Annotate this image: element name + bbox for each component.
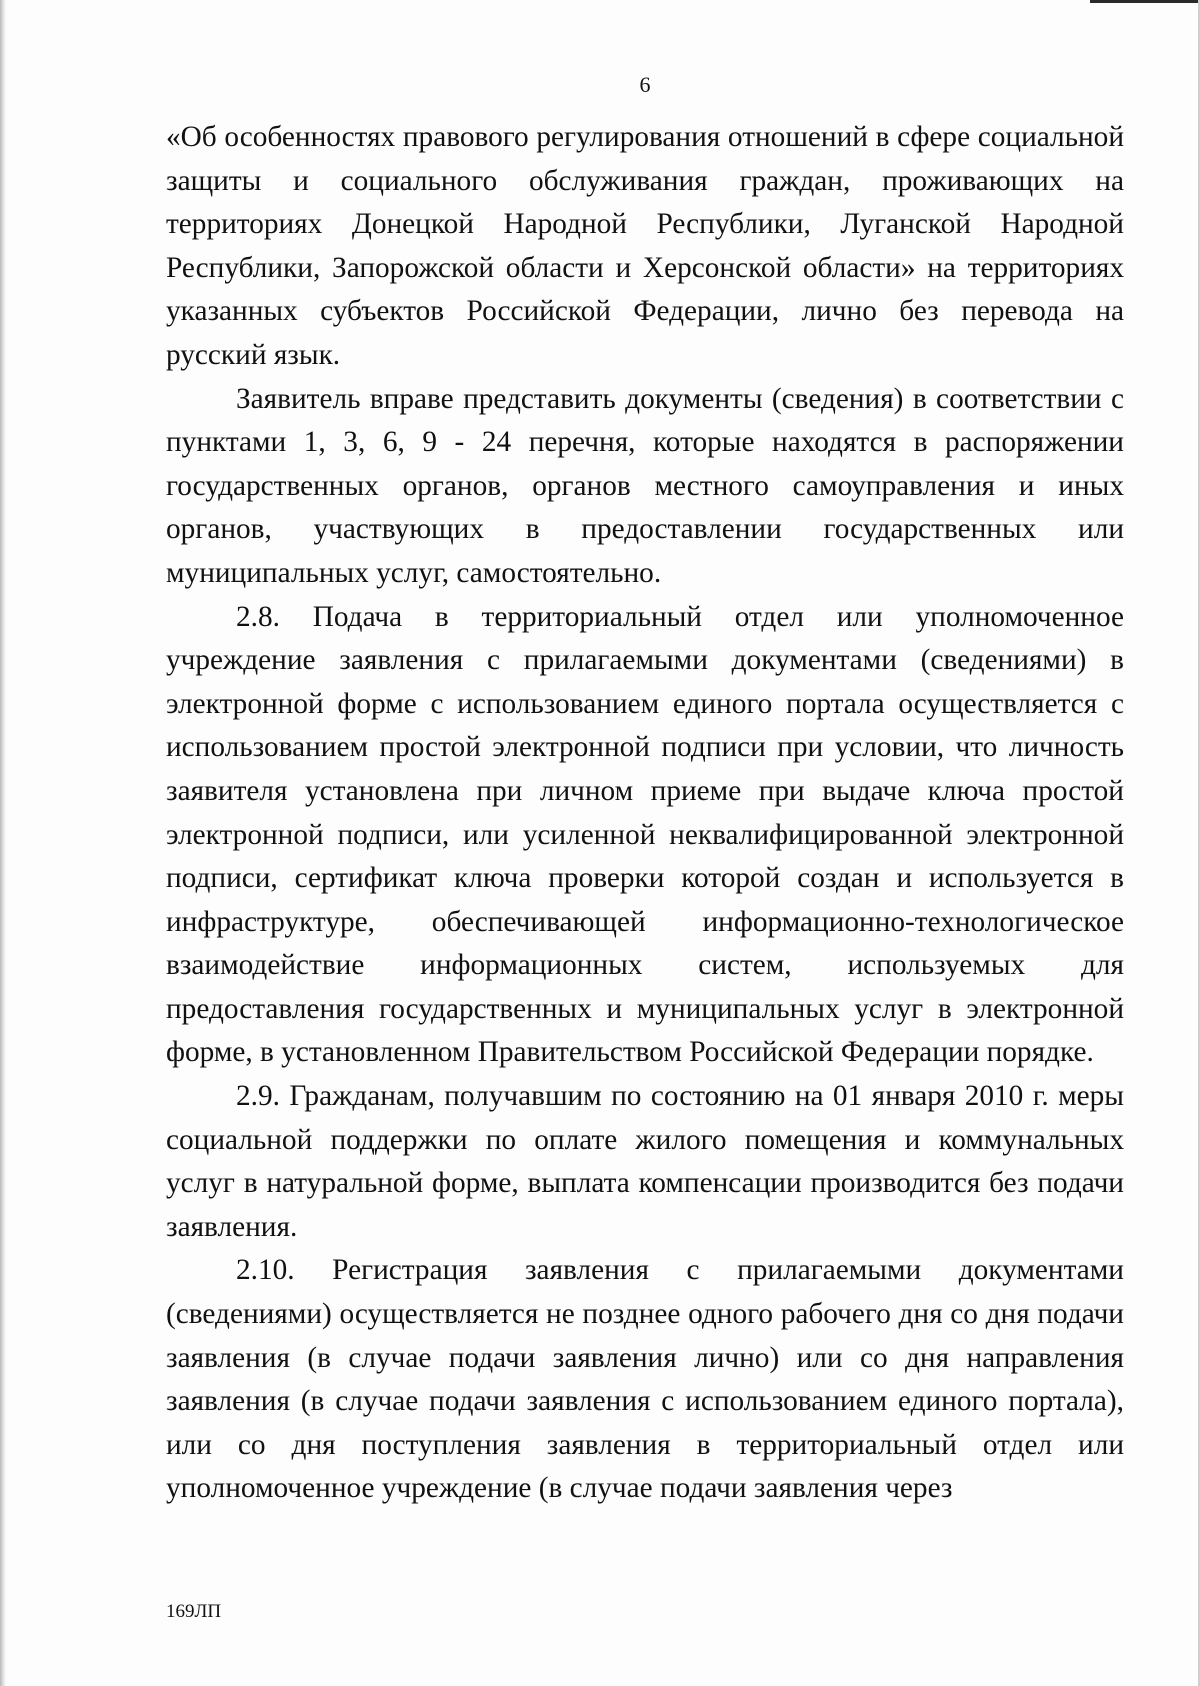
footer-document-code: 169ЛП xyxy=(166,1601,222,1622)
scan-edge-left xyxy=(0,0,6,1686)
page-number: 6 xyxy=(639,72,651,97)
scan-edge-top-right xyxy=(1090,0,1200,3)
paragraph-clause-2-10: 2.10. Регистрация заявления с прилагаемыми документами (сведениями) осуществляется не позднее одного рабочего дня со дня подачи заявления (в случае подачи заявления лично) или со дня направления заявления (в случае подачи заявления с использованием единого портала), или со дня поступления заявления в территориальный отдел или уполномоченное учреждение (в случае подачи заявления через xyxy=(166,1254,1124,1505)
paragraph-continuation: «Об особенностях правового регулирования отношений в сфере социальной защиты и социального обслуживания граждан, проживающих на территориях Донецкой Народной Республики, Луганской Народной Республики, Запорожской области и Херсонской области» на территориях указанных субъектов Российской Федерации, лично без перевода на русский язык. xyxy=(166,121,1124,371)
paragraph-clause-2-9: 2.9. Гражданам, получавшим по состоянию на 01 января 2010 г. меры социальной поддержки по оплате жилого помещения и коммунальных услуг в натуральной форме, выплата компенсации производится без подачи заявления. xyxy=(166,1080,1124,1243)
paragraph-applicant-right: Заявитель вправе представить документы (сведения) в соответствии с пунктами 1, 3, 6, 9 - 24 перечня, которые находятся в распоряжении государственных органов, органов местного самоуправления и иных органов, участвующих в предоставлении государственных или муниципальных услуг, самостоятельно. xyxy=(166,382,1124,589)
paragraph-clause-2-8: 2.8. Подача в территориальный отдел или уполномоченное учреждение заявления с прилагаемыми документами (сведениями) в электронной форме с использованием единого портала осуществляется с использованием простой электронной подписи при условии, что личность заявителя установлена при личном приеме при выдаче ключа простой электронной подписи, или усиленной неквалифицированной электронной подписи, сертификат ключа проверки которой создан и используется в инфраструктуре, обеспечивающей информационно-технологическое взаимодействие информационных систем, используемых для предоставления государственных и муниципальных услуг в электронной форме, в установленном Правительством Российской Федерации порядке. xyxy=(166,600,1124,1069)
document-body xyxy=(166,116,1124,1511)
